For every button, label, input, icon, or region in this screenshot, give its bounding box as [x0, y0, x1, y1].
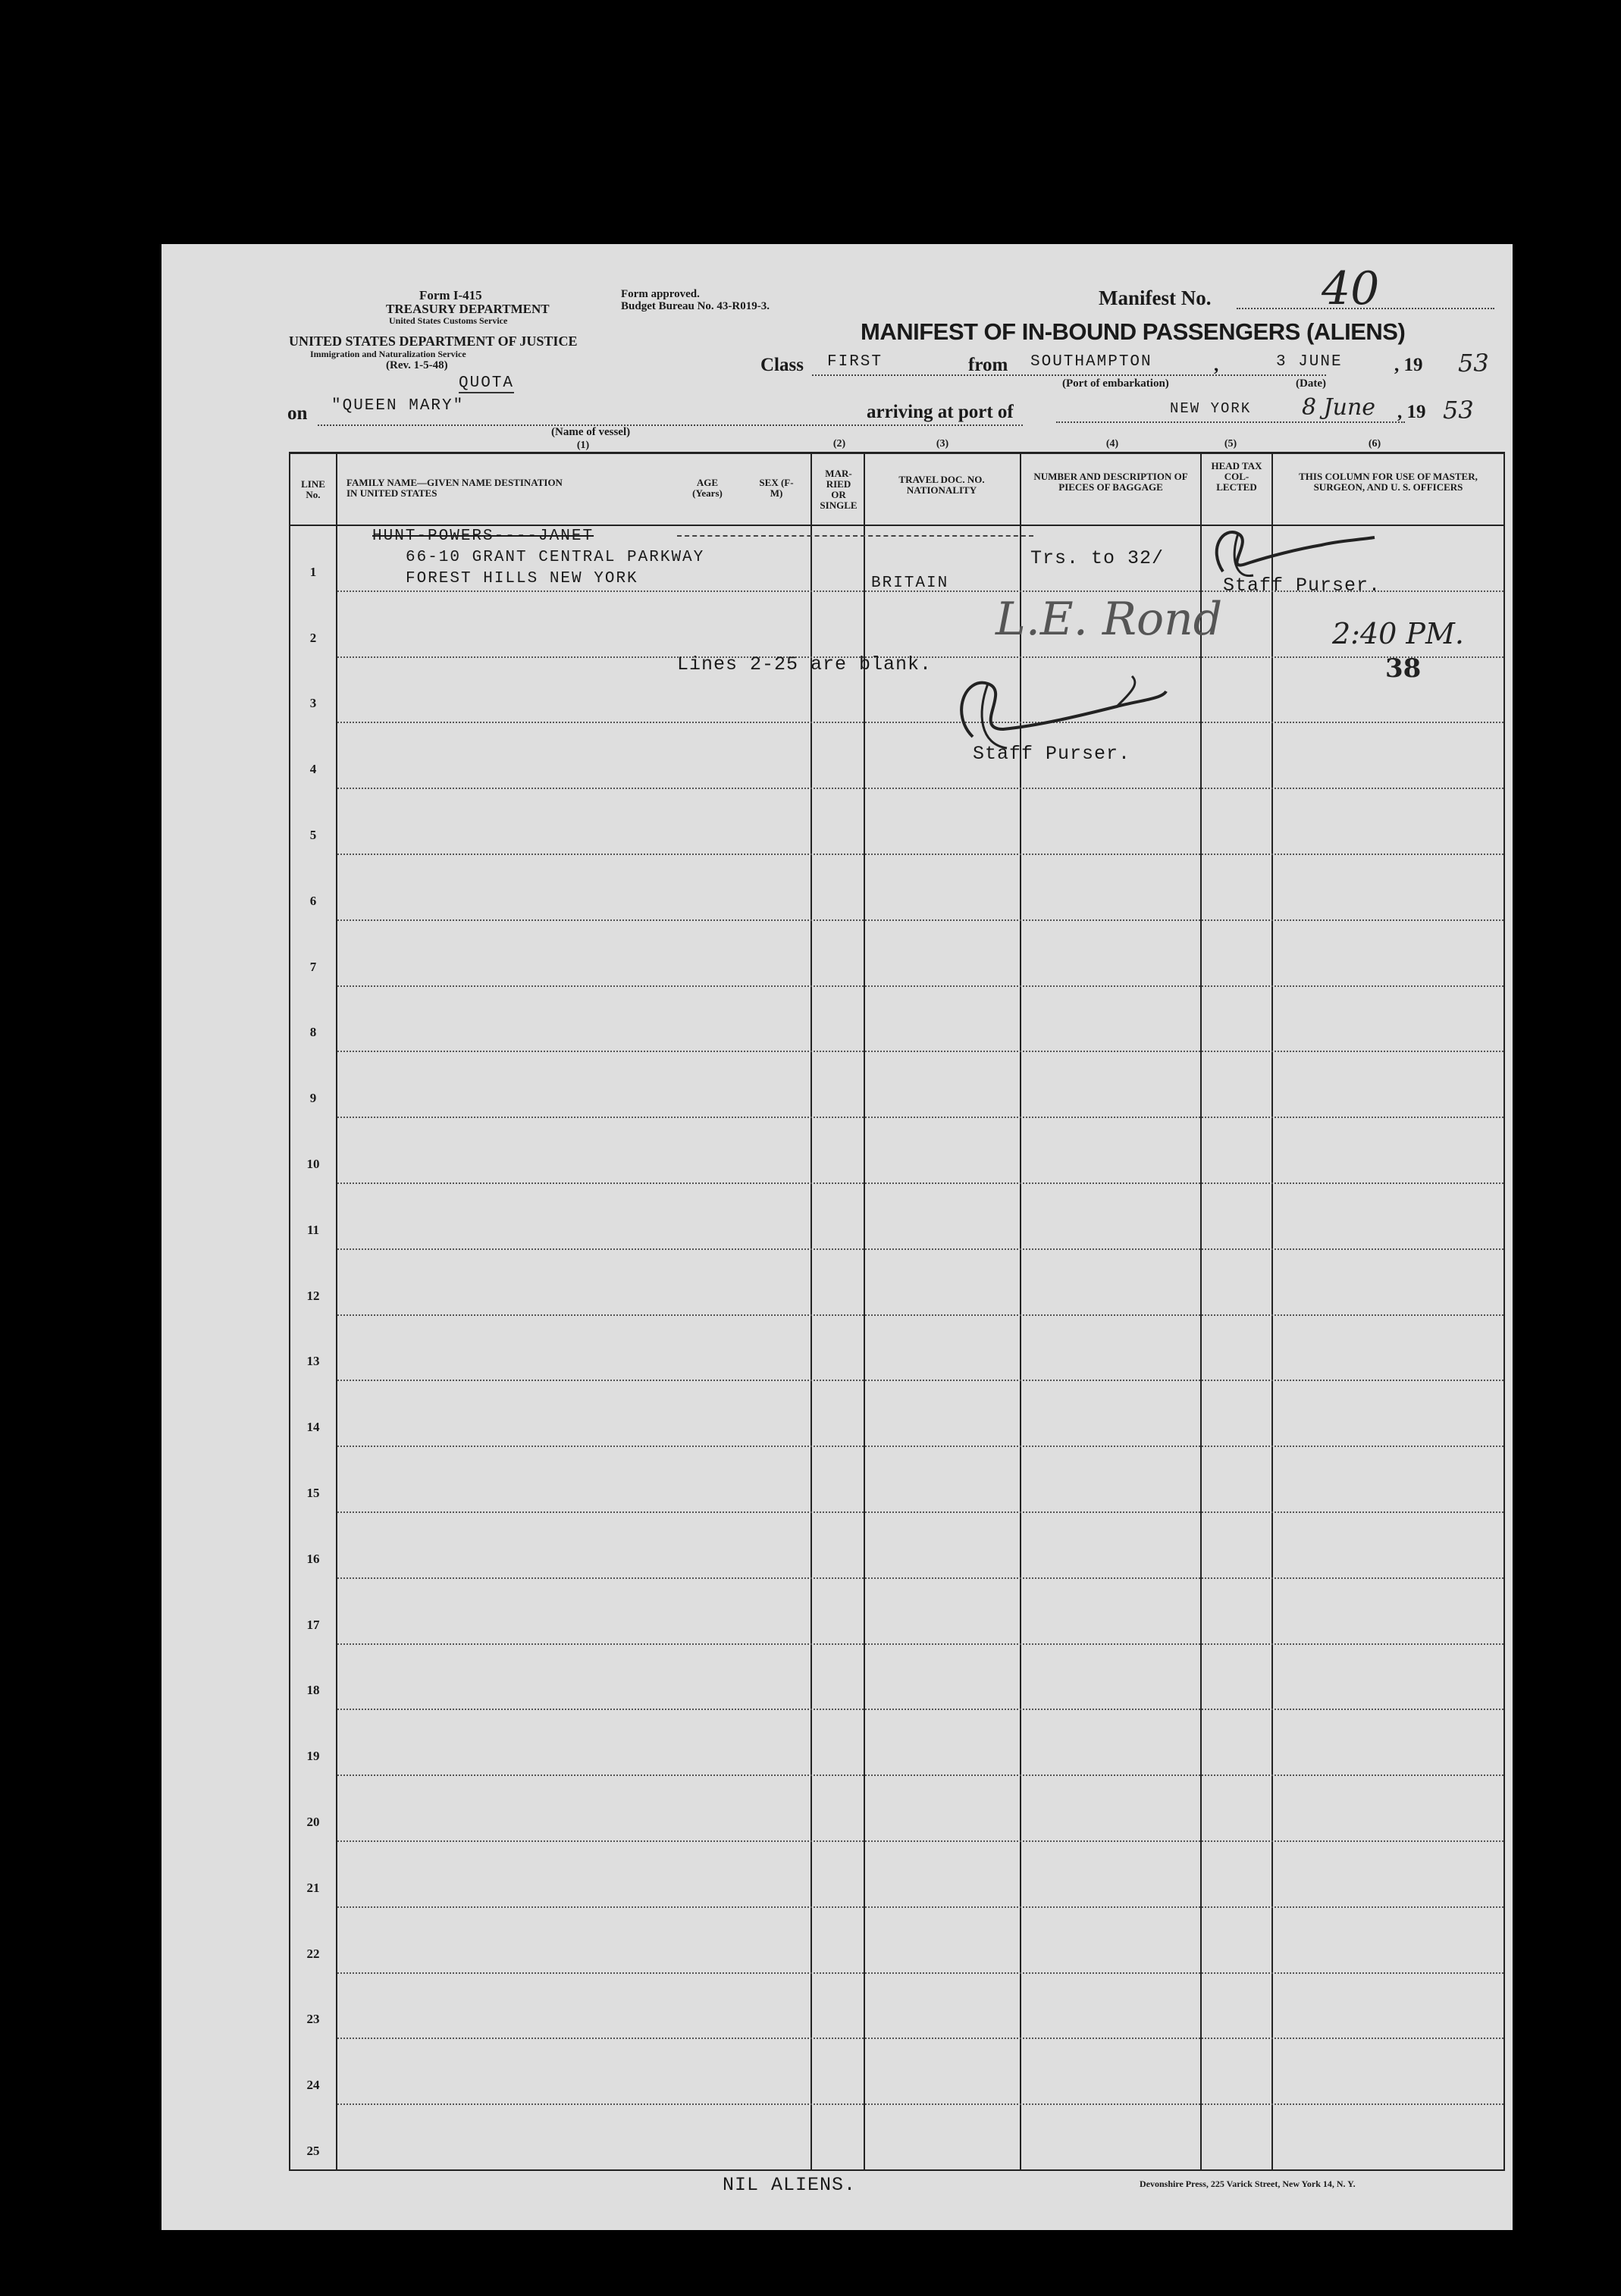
row-rule [337, 722, 1503, 723]
treasury-dept: TREASURY DEPARTMENT [386, 302, 550, 316]
col-line-lineno [336, 452, 337, 2169]
row-rule [337, 1577, 1503, 1579]
budget-bureau: Budget Bureau No. 43-R019-3. [621, 300, 770, 312]
row-rule [337, 1380, 1503, 1381]
staff-purser-1: Staff Purser. [1223, 575, 1381, 597]
row-rule [337, 854, 1503, 855]
col-head-officers: THIS COLUMN FOR USE OF MASTER, SURGEON, AND U. S. OFFICERS [1299, 471, 1478, 493]
row-rule [337, 788, 1503, 789]
line-number: 5 [309, 828, 317, 842]
row-rule [337, 1972, 1503, 1974]
row-rule [337, 1906, 1503, 1908]
line-number: 7 [309, 959, 317, 974]
col-head-head-tax: HEAD TAX COL-LECTED [1211, 460, 1262, 493]
col-line-married [864, 452, 865, 2169]
vessel-line [318, 424, 1023, 426]
row-rule [337, 1511, 1503, 1513]
year-comma: , [1394, 355, 1404, 375]
col-head-travel-doc: TRAVEL DOC. NO. NATIONALITY [898, 474, 985, 496]
on-label: on [287, 403, 308, 424]
line-number: 4 [309, 762, 317, 777]
address-line-2: FOREST HILLS NEW YORK [406, 570, 638, 587]
line-number: 11 [306, 1222, 320, 1237]
form-revision: (Rev. 1-5-48) [386, 359, 448, 371]
form-approved: Form approved. [621, 288, 700, 300]
line-number: 6 [309, 893, 317, 908]
col-head-sex: SEX (F-M) [759, 477, 794, 499]
row-rule [337, 1643, 1503, 1645]
address-line-1: 66-10 GRANT CENTRAL PARKWAY [406, 549, 705, 566]
date-caption: (Date) [1296, 377, 1326, 390]
line-number: 23 [306, 2012, 320, 2027]
purser-signature-1 [1193, 518, 1382, 594]
ins-service: Immigration and Naturalization Service [310, 349, 466, 359]
manifest-title: MANIFEST OF IN-BOUND PASSENGERS (ALIENS) [861, 318, 1406, 345]
row-rule [337, 919, 1503, 921]
line-number: 8 [309, 1025, 317, 1040]
quota-stamp: QUOTA [459, 374, 515, 392]
vessel-caption: (Name of vessel) [551, 426, 631, 438]
line-number: 18 [306, 1683, 320, 1698]
table-bottom-rule [289, 2169, 1505, 2171]
line-number: 10 [306, 1157, 320, 1171]
entry-dash-line [677, 535, 1033, 537]
col-num-6: (6) [1368, 438, 1381, 449]
line-number: 14 [306, 1420, 320, 1435]
arrival-date: 8 June [1302, 394, 1376, 421]
manifest-page [161, 244, 1513, 2230]
col-head-name: FAMILY NAME—GIVEN NAME DESTINATION IN UNITED STATES [346, 477, 563, 499]
struck-name: HUNT-POWERS----JANET [372, 528, 594, 545]
row-rule [337, 985, 1503, 987]
col-head-line-no: LINE No. [301, 478, 325, 500]
from-label: from [968, 355, 1008, 375]
from-line [1021, 374, 1326, 376]
year-prefix [1394, 355, 1423, 376]
blank-lines-note: Lines 2-25 are blank. [677, 653, 933, 675]
date-value: 3 JUNE [1276, 353, 1343, 371]
year-prefix-value: 19 [1403, 355, 1423, 375]
col-head-baggage: NUMBER AND DESCRIPTION OF PIECES OF BAGGAGE [1033, 471, 1188, 493]
row-rule [337, 1051, 1503, 1052]
nationality: BRITAIN [871, 575, 949, 592]
line-number: 12 [306, 1288, 320, 1303]
line-number: 13 [306, 1354, 320, 1369]
justice-dept: UNITED STATES DEPARTMENT OF JUSTICE [289, 334, 578, 349]
from-value: SOUTHAMPTON [1030, 353, 1152, 371]
manifest-label: Manifest No. [1099, 287, 1212, 309]
line-number: 19 [306, 1749, 320, 1764]
line-number: 21 [306, 1880, 320, 1895]
col-num-5: (5) [1224, 438, 1237, 449]
col-head-married: MAR-RIED OR SINGLE [820, 468, 858, 511]
purser-signature-2 [942, 661, 1170, 760]
table-top-rule [289, 452, 1505, 454]
row-rule [337, 1446, 1503, 1447]
arriving-line [1056, 421, 1405, 423]
col-head-age: AGE (Years) [692, 477, 723, 499]
arrival-year-prefix [1397, 402, 1426, 423]
class-value: FIRST [827, 353, 883, 371]
line-number: 17 [306, 1617, 320, 1632]
row-rule [337, 1117, 1503, 1118]
col-line-headtax [1271, 452, 1273, 2169]
inspection-time: 2:40 PM. [1332, 617, 1464, 650]
arriving-label: arriving at port of [867, 402, 1014, 422]
table-left-rule [289, 452, 290, 2169]
col-num-3: (3) [936, 438, 949, 449]
line-number: 22 [306, 1946, 320, 1961]
officer-number: 38 [1385, 653, 1422, 684]
arrival-year-comma: , [1397, 402, 1407, 422]
table-right-rule [1503, 452, 1505, 2169]
vessel-name: "QUEEN MARY" [331, 397, 465, 415]
arrival-year-prefix-value: 19 [1406, 402, 1426, 422]
line-number: 3 [309, 696, 317, 711]
nil-aliens: NIL ALIENS. [723, 2174, 857, 2196]
printer-credit: Devonshire Press, 225 Varick Street, New York 14, N. Y. [1140, 2179, 1356, 2189]
staff-purser-2: Staff Purser. [973, 743, 1131, 765]
manifest-number: 40 [1322, 262, 1380, 315]
row-rule [337, 1182, 1503, 1184]
embark-caption: (Port of embarkation) [1062, 377, 1169, 390]
col-line-name [810, 452, 812, 2169]
class-label: Class [760, 355, 804, 375]
line-number: 16 [306, 1551, 320, 1566]
arrival-year: 53 [1443, 396, 1474, 424]
comma: , [1214, 355, 1219, 375]
row-rule [337, 1774, 1503, 1776]
row-rule [337, 1709, 1503, 1710]
line-number: 15 [306, 1486, 320, 1500]
col-num-2: (2) [832, 438, 846, 449]
officer-signature: L.E. Rond [995, 593, 1223, 646]
row-rule [337, 1248, 1503, 1250]
row-rule [337, 1314, 1503, 1316]
line-number: 9 [309, 1091, 317, 1106]
form-number: Form I-415 [419, 288, 482, 302]
line-number: 1 [309, 564, 317, 579]
row-rule [337, 2103, 1503, 2105]
col-num-1: (1) [576, 440, 590, 451]
col-num-4: (4) [1105, 438, 1119, 449]
col-line-baggage [1200, 452, 1202, 2169]
line-number: 24 [306, 2078, 320, 2093]
customs-service: United States Customs Service [389, 315, 508, 326]
line-number: 2 [309, 630, 317, 645]
arrival-port: NEW YORK [1170, 400, 1252, 417]
baggage-note: Trs. to 32/ [1030, 547, 1165, 569]
row-rule [337, 1840, 1503, 1842]
row-rule [337, 2038, 1503, 2039]
line-number: 25 [306, 2144, 320, 2158]
year-value: 53 [1458, 349, 1489, 377]
line-number: 20 [306, 1815, 320, 1829]
